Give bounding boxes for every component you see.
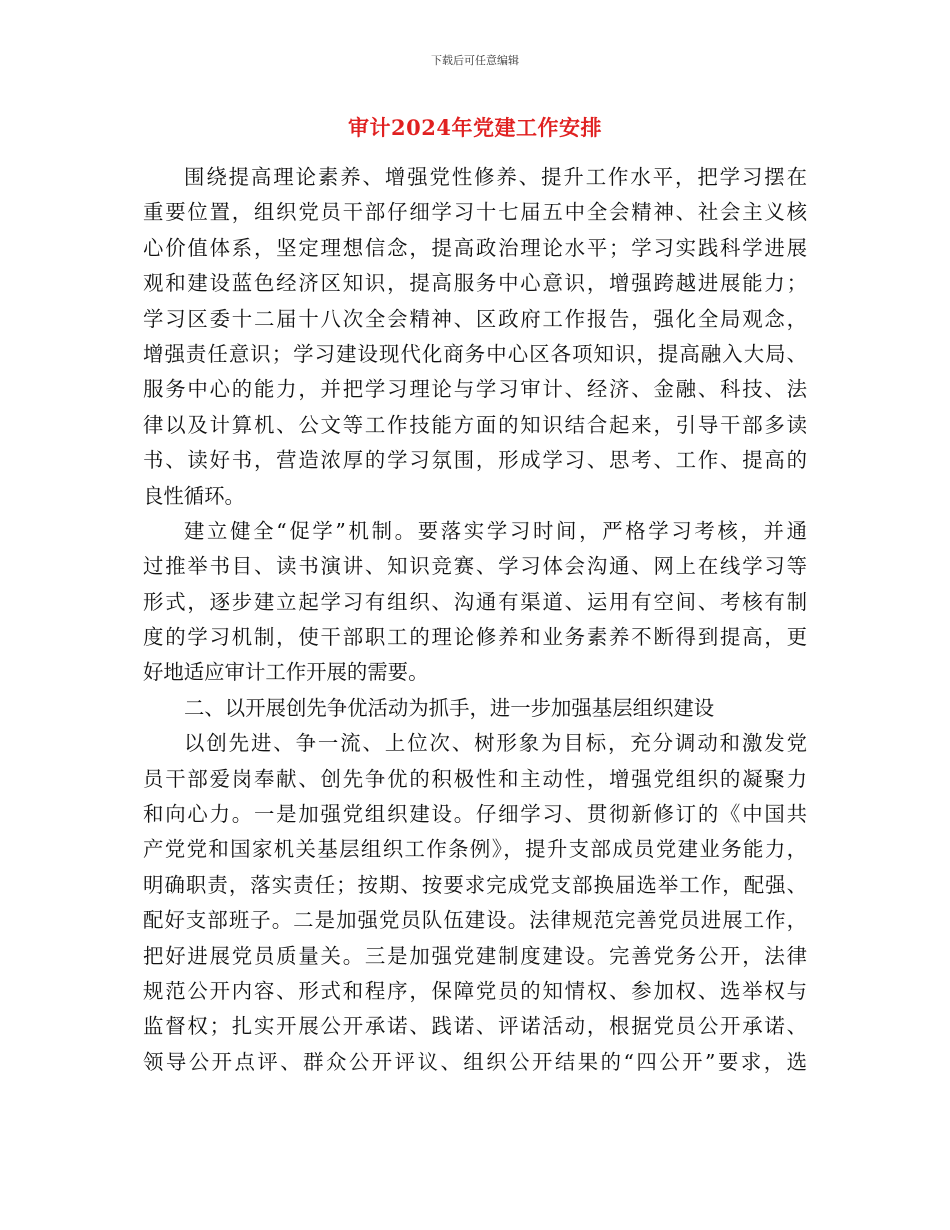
- text-line: 重要位置，组织党员干部仔细学习十七届五中全会精神、社会主义核: [143, 200, 807, 225]
- text-line: 二、以开展创先争优活动为抓手，进一步加强基层组织建设: [184, 695, 715, 720]
- text-line: 产党党和国家机关基层组织工作条例》，提升支部成员党建业务能力，: [143, 837, 807, 862]
- text-line: 服务中心的能力，并把学习理论与学习审计、经济、金融、科技、法: [143, 377, 807, 402]
- text-line: 学习区委十二届十八次全会精神、区政府工作报告，强化全局观念，: [143, 306, 807, 331]
- text-line: 领导公开点评、群众公开评议、组织公开结果的“四公开”要求，选: [143, 1049, 807, 1074]
- document-title: 审计2024年党建工作安排: [348, 115, 602, 140]
- header-note: 下载后可任意编辑: [431, 54, 519, 67]
- text-line: 和向心力。一是加强党组织建设。仔细学习、贯彻新修订的《中国共: [143, 802, 807, 827]
- text-line: 形式，逐步建立起学习有组织、沟通有渠道、运用有空间、考核有制: [143, 589, 807, 614]
- text-line: 度的学习机制，使干部职工的理论修养和业务素养不断得到提高，更: [143, 625, 807, 650]
- text-line: 规范公开内容、形式和程序，保障党员的知情权、参加权、选举权与: [143, 978, 807, 1003]
- text-line: 好地适应审计工作开展的需要。: [143, 660, 429, 685]
- text-line: 把好进展党员质量关。三是加强党建制度建设。完善党务公开，法律: [143, 943, 807, 968]
- text-line: 律以及计算机、公文等工作技能方面的知识结合起来，引导干部多读: [143, 412, 807, 437]
- text-line: 配好支部班子。二是加强党员队伍建设。法律规范完善党员进展工作，: [143, 908, 807, 933]
- text-line: 以创先进、争一流、上位次、树形象为目标，充分调动和激发党: [184, 731, 807, 756]
- text-line: 围绕提高理论素养、增强党性修养、提升工作水平，把学习摆在: [184, 165, 807, 189]
- text-line: 良性循环。: [143, 483, 245, 508]
- body-text: [143, 160, 807, 1080]
- text-line: 建立健全“促学”机制。要落实学习时间，严格学习考核，并通: [184, 518, 807, 543]
- text-line: 过推举书目、读书演讲、知识竞赛、学习体会沟通、网上在线学习等: [143, 554, 807, 579]
- text-line: 监督权；扎实开展公开承诺、践诺、评诺活动，根据党员公开承诺、: [143, 1014, 807, 1039]
- text-line: 员干部爱岗奉献、创先争优的积极性和主动性，增强党组织的凝聚力: [143, 766, 807, 791]
- text-line: 明确职责，落实责任；按期、按要求完成党支部换届选举工作，配强、: [143, 872, 807, 897]
- text-line: 心价值体系，坚定理想信念，提高政治理论水平；学习实践科学进展: [143, 235, 807, 260]
- text-line: 观和建设蓝色经济区知识，提高服务中心意识，增强跨越进展能力；: [143, 271, 807, 296]
- text-line: 增强责任意识；学习建设现代化商务中心区各项知识，提高融入大局、: [143, 341, 807, 366]
- text-line: 书、读好书，营造浓厚的学习氛围，形成学习、思考、工作、提高的: [143, 448, 807, 473]
